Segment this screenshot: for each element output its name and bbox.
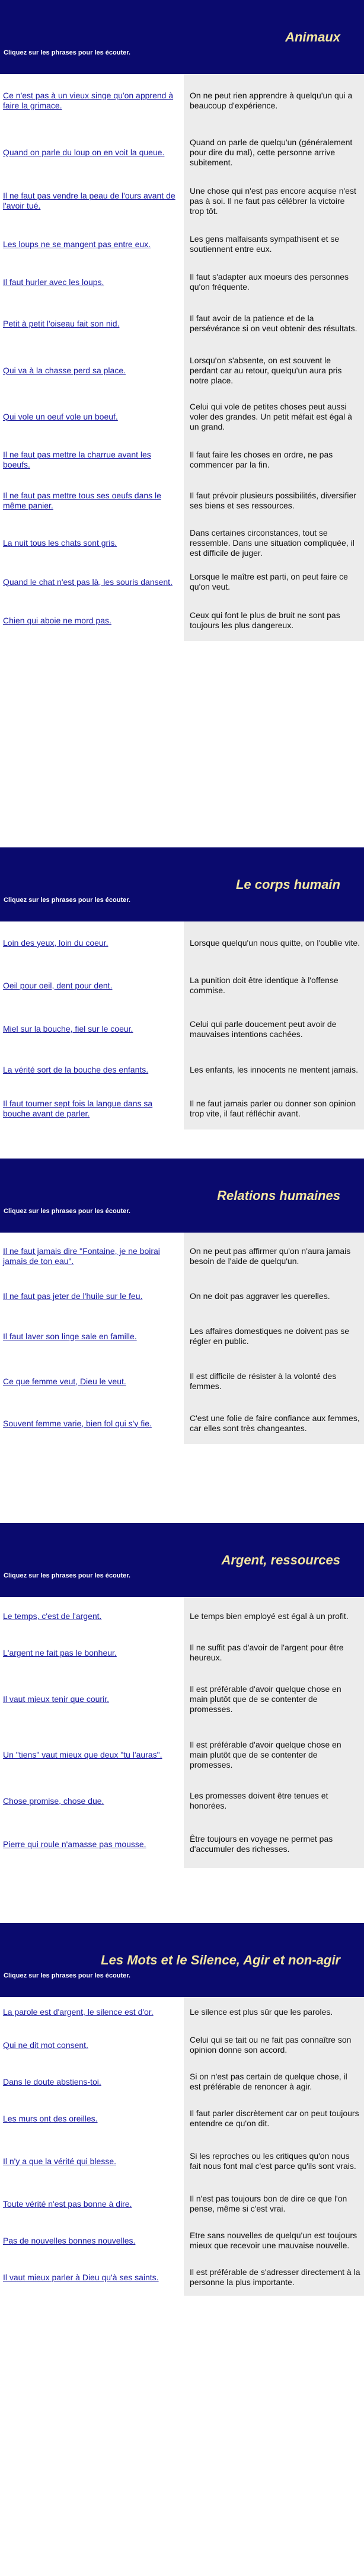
proverb-row [0, 600, 364, 641]
proverb-list [0, 74, 364, 641]
proverb-cell [0, 347, 181, 393]
proverb-meaning: Lorsqu'on s'absente, on est souvent le perdant car au retour, quelqu'un aura pris notre place. [184, 347, 364, 393]
proverb-cell [0, 264, 181, 300]
proverb-meaning: Quand on parle de quelqu'un (généralement pour dire du mal), cette personne arrive subitement. [184, 127, 364, 178]
section-3 [0, 1523, 364, 1868]
proverb-meaning: Les affaires domestiques ne doivent pas se régler en public. [184, 1313, 364, 1360]
proverb-meaning: Il est préférable d'avoir quelque chose en main plutôt que de se contenter de promesses. [184, 1670, 364, 1728]
proverb-link[interactable]: La vérité sort de la bouche des enfants. [3, 1064, 149, 1074]
proverb-cell [0, 1597, 181, 1636]
proverb-link[interactable]: Quand le chat n'est pas là, les souris dansent. [3, 577, 173, 587]
proverb-cell [0, 178, 181, 224]
proverb-link[interactable]: Dans le doute abstiens-toi. [3, 2076, 101, 2087]
proverb-cell [0, 2222, 181, 2259]
proverb-link[interactable]: Ce n'est pas à un vieux singe qu'on apprend à faire la grimace. [3, 91, 174, 110]
proverb-row [0, 1728, 364, 1781]
proverb-link[interactable]: Petit à petit l'oiseau fait son nid. [3, 318, 120, 328]
proverb-cell [0, 1670, 181, 1728]
proverb-cell [0, 564, 181, 600]
proverb-meaning: Le silence est plus sûr que les paroles. [184, 1997, 364, 2027]
proverb-meaning: Il faut faire les choses en ordre, ne pas commencer par la fin. [184, 440, 364, 480]
proverb-cell [0, 224, 181, 264]
proverb-cell [0, 600, 181, 641]
proverb-link[interactable]: La nuit tous les chats sont gris. [3, 537, 117, 548]
proverb-meaning: Lorsque le maître est parti, on peut faire ce qu'on veut. [184, 564, 364, 600]
proverb-row [0, 2063, 364, 2100]
proverb-row [0, 1781, 364, 1820]
proverb-meaning: Celui qui parle doucement peut avoir de mauvaises intentions cachées. [184, 1007, 364, 1051]
proverb-row [0, 1820, 364, 1868]
proverb-meaning: Il faut avoir de la patience et de la persévérance si on veut obtenir des résultats. [184, 300, 364, 347]
proverb-link[interactable]: Il faut tourner sept fois la langue dans sa bouche avant de parler. [3, 1099, 153, 1118]
proverb-meaning: Celui qui se tait ou ne fait pas connaître son opinion donne son accord. [184, 2027, 364, 2063]
proverb-row [0, 127, 364, 178]
proverb-link[interactable]: Pierre qui roule n'amasse pas mousse. [3, 1839, 146, 1849]
proverb-meaning: On ne peut rien apprendre à quelqu'un qui a beaucoup d'expérience. [184, 74, 364, 127]
proverb-cell [0, 2063, 181, 2100]
proverb-row [0, 178, 364, 224]
section-hint: Cliquez sur les phrases pour les écouter. [4, 1208, 130, 1215]
section-4 [0, 1923, 364, 2296]
section-hint: Cliquez sur les phrases pour les écouter. [4, 1572, 130, 1579]
proverb-cell [0, 74, 181, 127]
section-1 [0, 847, 364, 1129]
proverb-cell [0, 393, 181, 440]
proverb-row [0, 74, 364, 127]
proverb-cell [0, 1051, 181, 1088]
proverb-meaning: Il faut parler discrètement car on peut toujours entendre ce qu'on dit. [184, 2100, 364, 2137]
proverb-row [0, 2137, 364, 2185]
proverb-row [0, 1313, 364, 1360]
proverb-cell [0, 2100, 181, 2137]
proverb-link[interactable]: Chien qui aboie ne mord pas. [3, 615, 111, 625]
proverb-link[interactable]: Quand on parle du loup on en voit la queue. [3, 148, 165, 157]
proverb-meaning: Il ne suffit pas d'avoir de l'argent pour être heureux. [184, 1636, 364, 1670]
proverb-row [0, 2027, 364, 2063]
proverb-meaning: Il est difficile de résister à la volonté des femmes. [184, 1360, 364, 1403]
section-2 [0, 1159, 364, 1444]
proverb-row [0, 2185, 364, 2222]
proverb-meaning: Lorsque quelqu'un nous quitte, on l'oublie vite. [184, 921, 364, 964]
proverb-meaning: Si les reproches ou les critiques qu'on nous fait nous font mal c'est parce qu'ils sont vrais. [184, 2137, 364, 2185]
section-title: Animaux [285, 30, 340, 44]
proverb-link[interactable]: Il faut hurler avec les loups. [3, 277, 104, 287]
proverb-row [0, 264, 364, 300]
proverb-cell [0, 1820, 181, 1868]
proverb-link[interactable]: Toute vérité n'est pas bonne à dire. [3, 2199, 132, 2209]
proverb-row [0, 564, 364, 600]
proverb-row [0, 1670, 364, 1728]
proverb-link[interactable]: Il vaut mieux parler à Dieu qu'à ses saints. [3, 2272, 159, 2282]
proverb-row [0, 1997, 364, 2027]
proverb-row [0, 224, 364, 264]
section-banner [0, 1923, 364, 1997]
proverb-cell [0, 1233, 181, 1280]
proverb-meaning: Il ne faut jamais parler ou donner son opinion trop vite, il faut réfléchir avant. [184, 1088, 364, 1129]
proverb-meaning: Les enfants, les innocents ne mentent jamais. [184, 1051, 364, 1088]
proverb-row [0, 2259, 364, 2296]
proverb-cell [0, 2185, 181, 2222]
proverb-cell [0, 2137, 181, 2185]
proverb-row [0, 1403, 364, 1444]
proverb-cell [0, 964, 181, 1007]
proverb-list [0, 921, 364, 1129]
proverb-cell [0, 921, 181, 964]
proverb-meaning: Il faut prévoir plusieurs possibilités, diversifier ses biens et ses ressources. [184, 480, 364, 521]
proverb-link[interactable]: Les murs ont des oreilles. [3, 2113, 98, 2123]
proverb-meaning: Les promesses doivent être tenues et honorées. [184, 1781, 364, 1820]
proverb-row [0, 1007, 364, 1051]
proverb-cell [0, 2259, 181, 2296]
proverb-link[interactable]: Il ne faut pas jeter de l'huile sur le feu. [3, 1291, 143, 1301]
section-title: Argent, ressources [221, 1553, 340, 1567]
proverb-meaning: Le temps bien employé est égal à un profit. [184, 1597, 364, 1636]
proverb-link[interactable]: Ce que femme veut, Dieu le veut. [3, 1376, 126, 1386]
section-banner [0, 1523, 364, 1597]
section-hint: Cliquez sur les phrases pour les écouter. [4, 897, 130, 904]
proverb-row [0, 1280, 364, 1313]
proverb-link[interactable]: L'argent ne fait pas le bonheur. [3, 1647, 117, 1657]
proverb-meaning: On ne peut pas affirmer qu'on n'aura jamais besoin de l'aide de quelqu'un. [184, 1233, 364, 1280]
proverb-meaning: Celui qui vole de petites choses peut aussi voler des grandes. Un petit méfait est égal à un grand. [184, 393, 364, 440]
proverb-row [0, 1233, 364, 1280]
proverb-row [0, 521, 364, 564]
proverb-cell [0, 1403, 181, 1444]
proverb-cell [0, 1636, 181, 1670]
proverb-cell [0, 1728, 181, 1781]
proverb-cell [0, 1313, 181, 1360]
proverb-row [0, 964, 364, 1007]
section-hint: Cliquez sur les phrases pour les écouter. [4, 1972, 130, 1979]
proverb-link[interactable]: Il ne faut pas mettre la charrue avant les boeufs. [3, 450, 151, 469]
section-0 [0, 0, 364, 641]
proverb-link[interactable]: Les loups ne se mangent pas entre eux. [3, 239, 151, 249]
proverb-row [0, 1597, 364, 1636]
proverb-meaning: Il faut s'adapter aux moeurs des personnes qu'on fréquente. [184, 264, 364, 300]
proverb-meaning: Les gens malfaisants sympathisent et se soutiennent entre eux. [184, 224, 364, 264]
section-hint: Cliquez sur les phrases pour les écouter. [4, 49, 130, 56]
proverb-cell [0, 1280, 181, 1313]
proverb-link[interactable]: Pas de nouvelles bonnes nouvelles. [3, 2235, 136, 2245]
proverb-link[interactable]: Chose promise, chose due. [3, 1796, 104, 1806]
proverb-link[interactable]: Oeil pour oeil, dent pour dent. [3, 980, 113, 990]
proverb-meaning: Ceux qui font le plus de bruit ne sont pas toujours les plus dangereux. [184, 600, 364, 641]
proverb-row [0, 300, 364, 347]
proverb-link[interactable]: Il vaut mieux tenir que courir. [3, 1694, 109, 1704]
proverb-row [0, 1360, 364, 1403]
proverb-link[interactable]: Qui va à la chasse perd sa place. [3, 365, 126, 375]
proverb-meaning: Si on n'est pas certain de quelque chose, il est préférable de renoncer à agir. [184, 2063, 364, 2100]
proverb-link[interactable]: Souvent femme varie, bien fol qui s'y fie. [3, 1418, 152, 1428]
proverb-cell [0, 1781, 181, 1820]
proverb-link[interactable]: Le temps, c'est de l'argent. [3, 1611, 102, 1621]
proverb-link[interactable]: Il ne faut jamais dire "Fontaine, je ne boirai jamais de ton eau". [3, 1246, 160, 1266]
section-banner [0, 0, 364, 74]
proverb-row [0, 347, 364, 393]
proverb-cell [0, 300, 181, 347]
proverb-meaning: Il est préférable de s'adresser directement à la personne la plus importante. [184, 2259, 364, 2296]
proverb-link[interactable]: Loin des yeux, loin du coeur. [3, 937, 108, 948]
proverb-meaning: Une chose qui n'est pas encore acquise n'est pas à soi. Il ne faut pas célébrer la victoire trop tôt. [184, 178, 364, 224]
proverb-meaning: Dans certaines circonstances, tout se ressemble. Dans une situation compliquée, il est difficile de juger. [184, 521, 364, 564]
proverb-meaning: Etre sans nouvelles de quelqu'un est toujours mieux que recevoir une mauvaise nouvelle. [184, 2222, 364, 2259]
proverb-meaning: On ne doit pas aggraver les querelles. [184, 1280, 364, 1313]
proverb-row [0, 393, 364, 440]
proverb-meaning: Être toujours en voyage ne permet pas d'accumuler des richesses. [184, 1820, 364, 1868]
proverb-cell [0, 440, 181, 480]
section-title: Le corps humain [235, 877, 340, 892]
proverb-cell [0, 127, 181, 178]
proverb-cell [0, 1007, 181, 1051]
section-title: Les Mots et le Silence, Agir et non-agir [101, 1953, 340, 1967]
proverb-row [0, 921, 364, 964]
proverb-cell [0, 1088, 181, 1129]
proverb-cell [0, 521, 181, 564]
proverb-cell [0, 2027, 181, 2063]
proverb-link[interactable]: La parole est d'argent, le silence est d'or. [3, 2007, 154, 2017]
section-banner [0, 847, 364, 921]
proverb-meaning: Il n'est pas toujours bon de dire ce que l'on pense, même si c'est vrai. [184, 2185, 364, 2222]
proverb-link[interactable]: Miel sur la bouche, fiel sur le coeur. [3, 1024, 133, 1033]
proverb-row [0, 2222, 364, 2259]
proverb-list [0, 1997, 364, 2296]
section-banner [0, 1159, 364, 1233]
proverb-list [0, 1597, 364, 1868]
proverb-row [0, 480, 364, 521]
proverb-meaning: La punition doit être identique à l'offense commise. [184, 964, 364, 1007]
proverb-meaning: Il est préférable d'avoir quelque chose en main plutôt que de se contenter de promesses. [184, 1728, 364, 1781]
proverb-link[interactable]: Qui vole un oeuf vole un boeuf. [3, 411, 118, 421]
proverb-link[interactable]: Qui ne dit mot consent. [3, 2040, 88, 2050]
proverb-row [0, 1051, 364, 1088]
proverb-link[interactable]: Il n'y a que la vérité qui blesse. [3, 2156, 117, 2166]
proverb-row [0, 1636, 364, 1670]
proverb-row [0, 440, 364, 480]
section-title: Relations humaines [217, 1188, 340, 1203]
proverb-link[interactable]: Il ne faut pas mettre tous ses oeufs dans le même panier. [3, 491, 161, 510]
proverb-cell [0, 1997, 181, 2027]
proverb-link[interactable]: Un "tiens" vaut mieux que deux "tu l'auras". [3, 1749, 162, 1759]
proverb-cell [0, 480, 181, 521]
proverb-meaning: C'est une folie de faire confiance aux femmes, car elles sont très changeantes. [184, 1403, 364, 1444]
proverb-cell [0, 1360, 181, 1403]
proverb-row [0, 2100, 364, 2137]
proverb-link[interactable]: Il faut laver son linge sale en famille. [3, 1331, 137, 1341]
proverb-link[interactable]: Il ne faut pas vendre la peau de l'ours avant de l'avoir tué. [3, 191, 175, 210]
proverb-list [0, 1233, 364, 1444]
proverb-row [0, 1088, 364, 1129]
